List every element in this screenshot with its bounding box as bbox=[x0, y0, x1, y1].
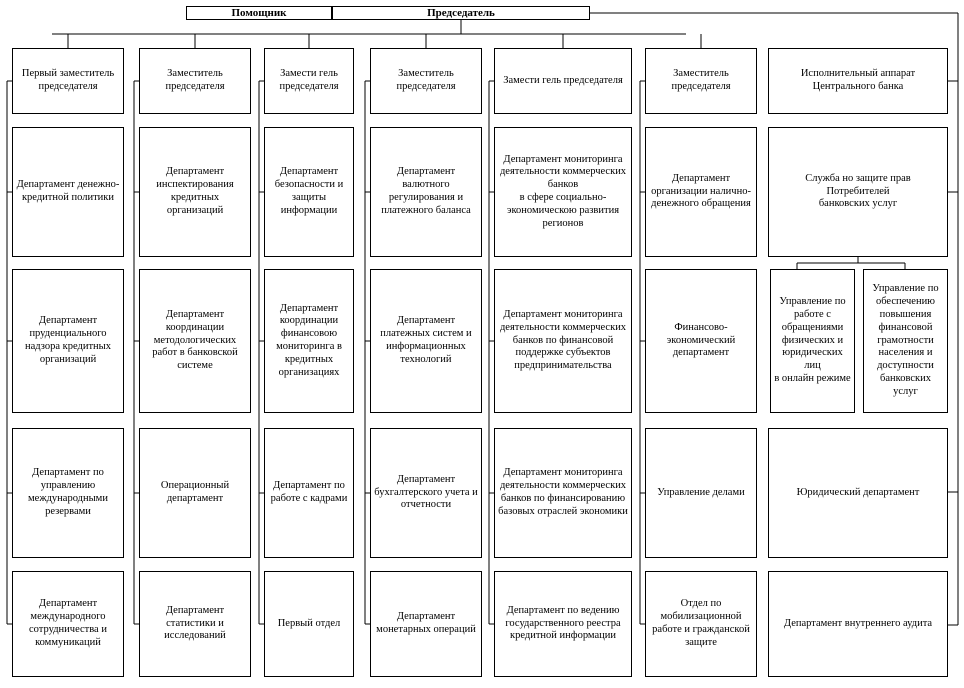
consumer-service-box: Служба но защите прав Потребителей банковских услуг bbox=[768, 127, 948, 257]
department-box: Департамент инспектирования кредитных организаций bbox=[139, 127, 251, 257]
department-box: Департамент мониторинга деятельности коммерческих банков по финансированию базовых отраслей экономики bbox=[494, 428, 632, 558]
literacy-office-box: Управление по обеспечению повышения финансовой грамотности населения и доступности банковских услуг bbox=[863, 269, 948, 413]
department-box: Департамент валютного регулирования и платежного баланса bbox=[370, 127, 482, 257]
deputy-box: Первый заместитель председателя bbox=[12, 48, 124, 114]
department-box: Департамент статистики и исследований bbox=[139, 571, 251, 677]
department-box: Департамент координации методологических работ в банковской системе bbox=[139, 269, 251, 413]
legal-department-box: Юридический департамент bbox=[768, 428, 948, 558]
department-box: Департамент по управлению международными резервами bbox=[12, 428, 124, 558]
deputy-box: Заместитель председателя bbox=[370, 48, 482, 114]
department-box: Департамент безопасности и защиты информации bbox=[264, 127, 354, 257]
audit-department-box: Департамент внутреннего аудита bbox=[768, 571, 948, 677]
assistant-box: Помощник bbox=[186, 6, 332, 20]
department-box: Первый отдел bbox=[264, 571, 354, 677]
deputy-box: Заместитель председателя bbox=[139, 48, 251, 114]
department-box: Отдел по мобилизационной работе и гражданской защите bbox=[645, 571, 757, 677]
department-box: Департамент по ведению государственного реестра кредитной информации bbox=[494, 571, 632, 677]
chairman-box: Председатель bbox=[332, 6, 590, 20]
department-box: Департамент денежно- кредитной политики bbox=[12, 127, 124, 257]
department-box: Департамент бухгалтерского учета и отчетности bbox=[370, 428, 482, 558]
department-box: Департамент мониторинга деятельности коммерческих банков в сфере социально- экономическою развития регионов bbox=[494, 127, 632, 257]
deputy-box: Замести гель председателя bbox=[494, 48, 632, 114]
deputy-box: Замести гель председателя bbox=[264, 48, 354, 114]
department-box: Департамент международного сотрудничества и коммуникаций bbox=[12, 571, 124, 677]
department-box: Департамент пруденциального надзора кредитных организаций bbox=[12, 269, 124, 413]
department-box: Департамент организации налично- денежного обращения bbox=[645, 127, 757, 257]
department-box: Департамент монетарных операций bbox=[370, 571, 482, 677]
department-box: Операционный департамент bbox=[139, 428, 251, 558]
department-box: Департамент по работе с кадрами bbox=[264, 428, 354, 558]
department-box: Департамент координации финансовою мониторинга в кредитных организациях bbox=[264, 269, 354, 413]
department-box: Управление делами bbox=[645, 428, 757, 558]
appeals-office-box: Управление по работе с обращениями физических и юридических лиц в онлайн режиме bbox=[770, 269, 855, 413]
department-box: Финансово- экономический департамент bbox=[645, 269, 757, 413]
department-box: Департамент платежных систем и информационных технологий bbox=[370, 269, 482, 413]
department-box: Департамент мониторинга деятельности коммерческих банков по финансовой поддержке субъектов предпринимательства bbox=[494, 269, 632, 413]
deputy-box: Заместитель председателя bbox=[645, 48, 757, 114]
apparatus-box: Исполнительный аппарат Центрального банка bbox=[768, 48, 948, 114]
